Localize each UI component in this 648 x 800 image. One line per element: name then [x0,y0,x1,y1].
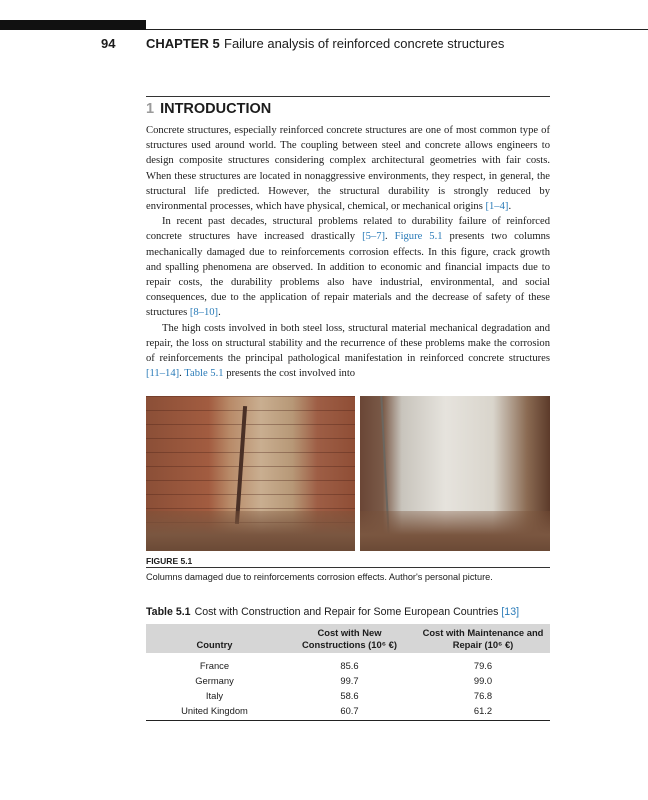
figure-caption: Columns damaged due to reinforcements corrosion effects. Author's personal picture. [146,572,493,582]
citation-link[interactable]: [11–14] [146,368,180,380]
paragraph-1-end: . [508,201,512,213]
cell-country: France [199,660,230,671]
section-number: 1 [146,101,155,117]
paragraph-3-text: presents the cost involved into [223,368,356,380]
table-row [146,653,550,673]
paragraph-2-text: . [385,231,395,243]
cell-new-construction: 99.7 [340,675,359,686]
paragraph-2 [146,214,550,320]
header-rule [146,29,648,30]
figure-photo-right [360,396,550,551]
cell-country: United Kingdom [181,705,248,716]
paragraph-2-text: presents two columns mechanically damaged due to reinforcements corrosion effects. In this figure, crack growth and spalling phenomena are observed. In addition to economic and financial impacts due to repair costs, the durability problems also have industrial, environmental, and social consequences, due to the application of repair materials and the decrease of safety of these structures [146,231,551,319]
paragraph-3 [146,321,550,382]
table-link[interactable]: Table 5.1 [184,368,224,380]
cell-maintenance: 61.2 [473,705,493,716]
page-number: 94 [101,36,116,51]
col-header-maintenance: Cost with Maintenance and Repair (10⁶ €) [422,627,544,650]
section-heading [146,101,550,117]
cell-maintenance: 99.0 [473,675,493,686]
running-head [0,36,648,54]
table-row [146,673,550,688]
citation-link[interactable]: [1–4] [485,201,509,213]
citation-link[interactable]: [13] [501,606,520,618]
ground [146,511,355,551]
table-row [146,688,550,703]
cell-country: Germany [195,675,234,686]
citation-link[interactable]: [5–7] [362,231,386,243]
table-header-row [146,624,550,653]
header-bar [0,20,146,30]
cell-new-construction: 58.6 [340,690,359,701]
figure-photo-left [146,396,355,551]
table-title: Cost with Construction and Repair for Some European Countries [194,606,499,618]
ground [360,511,550,551]
paragraph-2-end: . [218,307,221,319]
paragraph-3-text: The high costs involved in both steel loss, structural material mechanical degradation and repair, the loss on structural stability and the recurrence of these problems make the corrosion of reinforcements the principal pathological manifestation in reinforced concrete structures [146,322,550,365]
figure-label: FIGURE 5.1 [146,556,193,566]
section-rule [146,96,550,97]
figure-rule [146,567,550,568]
figure-link[interactable]: Figure 5.1 [394,231,443,243]
cell-maintenance: 79.6 [473,660,493,671]
paragraph-2-text: In recent past decades, structural problems related to durability failure of reinforced concrete structures have increased drastically [146,216,550,243]
chapter-label: CHAPTER 5 [146,36,220,51]
chapter-title: Failure analysis of reinforced concrete structures [224,36,505,51]
paragraph-1 [146,123,550,214]
cell-new-construction: 85.6 [340,660,359,671]
table-row [146,703,550,721]
cell-new-construction: 60.7 [340,705,359,716]
table-caption [146,606,550,618]
paragraph-1-text: Concrete structures, especially reinforced concrete structures are one of most common type of structures used around world. The coupling between steel and concrete allows engineers to design composite structures considering complex architectural geometries with fair costs. When these structures are located in nonaggressive environments, they respect, in general, the structural life predicted. However, the structural durability is strongly reduced by environmental processes, which have physical, chemical, or mechanical origins [146,125,550,213]
cell-country: Italy [205,690,224,701]
table-label: Table 5.1 [146,606,191,618]
cell-maintenance: 76.8 [473,690,493,701]
body-text [146,123,550,381]
cost-table [146,624,550,721]
section-title: INTRODUCTION [160,101,272,117]
col-header-new-construction: Cost with New Constructions (10⁶ €) [302,627,397,650]
col-header-country: Country [196,638,233,650]
citation-link[interactable]: [8–10] [189,307,219,319]
paragraph-3-text: . [179,368,185,380]
